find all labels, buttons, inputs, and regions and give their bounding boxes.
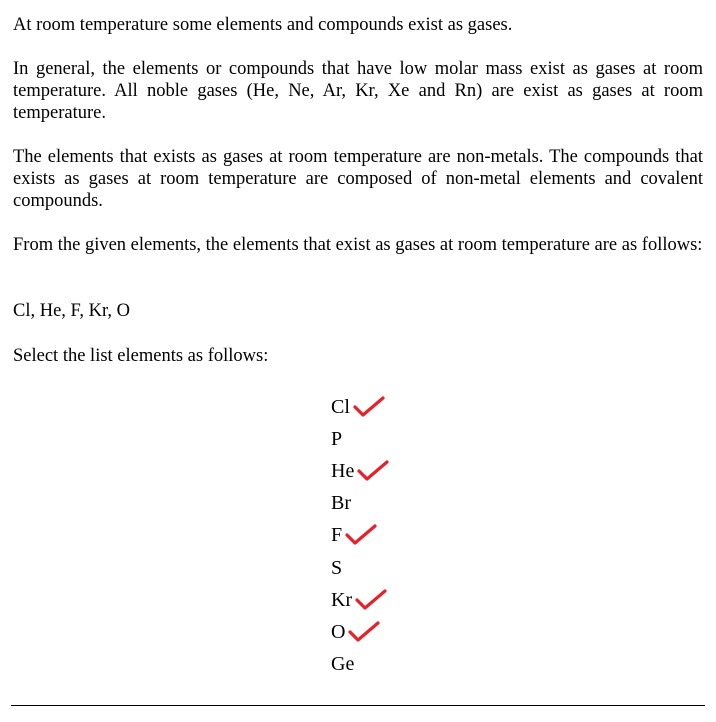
answer-list-text: Cl, He, F, Kr, O [13, 301, 130, 321]
element-row [331, 458, 389, 484]
element-symbol: O [331, 621, 346, 643]
element-symbol: F [331, 524, 343, 546]
non-metals-paragraph: The elements that exists as gases at room temperature are non-metals. The compounds that exists as gases at room temperature are composed of non-metal elements and covalent compounds. [13, 147, 703, 211]
element-symbol: Cl [331, 396, 350, 418]
element-row [331, 587, 387, 613]
element-row [331, 522, 377, 548]
element-symbol: S [331, 557, 343, 579]
element-symbol: Ge [331, 653, 355, 675]
checkmark-icon [345, 523, 377, 547]
checkmark-icon [348, 620, 380, 644]
element-symbol: Br [331, 492, 351, 514]
element-symbol: Kr [331, 589, 353, 611]
element-row [331, 490, 351, 516]
element-row [331, 651, 354, 677]
given-elements-paragraph: From the given elements, the elements that exist as gases at room temperature are as follows: [13, 235, 703, 255]
element-row [331, 619, 380, 645]
element-symbol: He [331, 460, 355, 482]
element-row [331, 426, 342, 452]
element-row [331, 555, 342, 581]
checkmark-icon [355, 588, 387, 612]
checkmark-icon [357, 459, 389, 483]
checkmark-icon [353, 395, 385, 419]
bottom-divider [11, 705, 705, 706]
element-symbol: P [331, 428, 343, 450]
select-instruction: Select the list elements as follows: [13, 346, 269, 366]
molar-mass-paragraph: In general, the elements or compounds that have low molar mass exist as gases at room temperature. All noble gases (He, Ne, Ar, Kr, Xe and Rn) are exist as gases at room temperature. [13, 59, 703, 123]
intro-paragraph: At room temperature some elements and compounds exist as gases. [13, 15, 513, 35]
element-row [331, 394, 385, 420]
